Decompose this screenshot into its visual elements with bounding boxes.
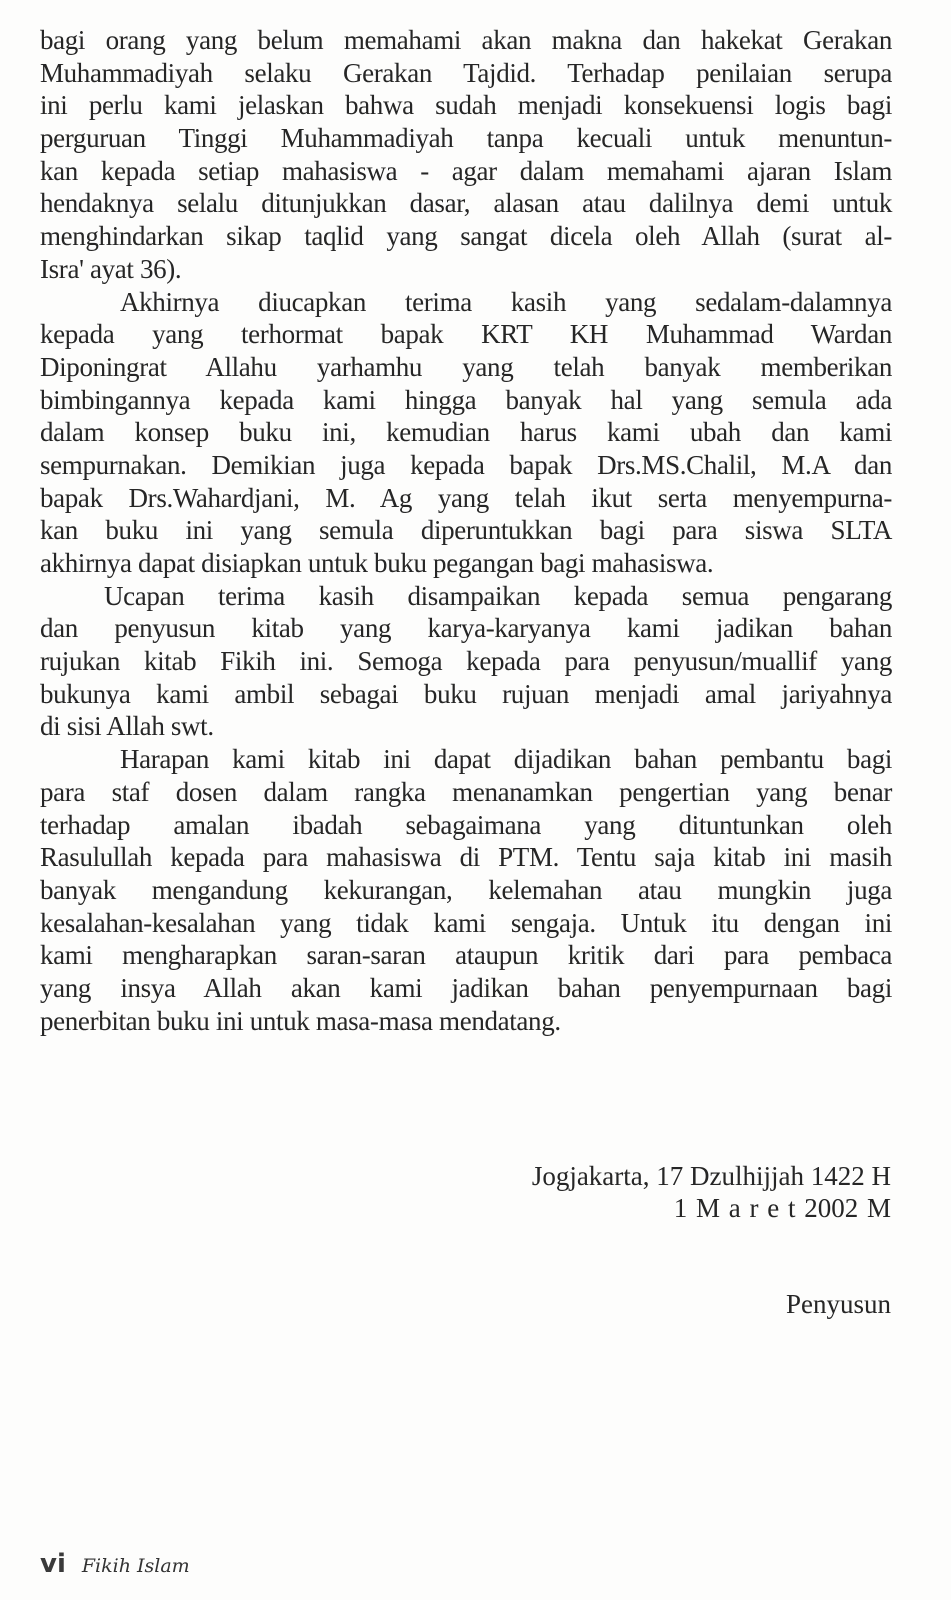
text-line: Isra' ayat 36). [40, 253, 182, 284]
page-number: vi [40, 1549, 66, 1579]
paragraph-2 [40, 286, 892, 580]
text-line: bagi orang yang belum memahami akan makna dan hakekat Gerakan [40, 25, 892, 55]
text-line: Akhirnya diucapkan terima kasih yang sedalam-dalamnya [120, 286, 892, 317]
paragraph-1 [40, 24, 892, 286]
text-line: Harapan kami kitab ini dapat dijadikan bahan pembantu bagi [120, 744, 892, 775]
signature-block [532, 1160, 891, 1320]
text-line: hendaknya selalu ditunjukkan dasar, alasan atau dalilnya demi untuk [40, 188, 892, 219]
text-line: di sisi Allah swt. [40, 711, 214, 742]
signature-place-date-hijri: Jogjakarta, 17 Dzulhijjah 1422 H [531, 1161, 891, 1191]
text-line: ini perlu kami jelaskan bahwa sudah menjadi konsekuensi logis bagi [40, 90, 892, 121]
text-line: Muhammadiyah selaku Gerakan Tajdid. Terhadap penilaian serupa [40, 57, 892, 88]
text-line: rujukan kitab Fikih ini. Semoga kepada para penyusun/muallif yang [40, 646, 892, 677]
text-line: bapak Drs.Wahardjani, M. Ag yang telah ikut serta menyempurna- [40, 482, 892, 513]
text-line: terhadap amalan ibadah sebagaimana yang dituntunkan oleh [40, 809, 892, 840]
text-line: kami mengharapkan saran-saran ataupun kritik dari para pembaca [40, 940, 892, 971]
text-line: akhirnya dapat disiapkan untuk buku pegangan bagi mahasiswa. [40, 548, 714, 578]
text-line: sempurnakan. Demikian juga kepada bapak Drs.MS.Chalil, M.A dan [40, 449, 892, 480]
signature-author: Penyusun [785, 1289, 891, 1319]
body-text [40, 24, 892, 1037]
running-title: Fikih Islam [81, 1555, 190, 1577]
text-line: Ucapan terima kasih disampaikan kepada semua pengarang [104, 580, 892, 611]
text-line: dan penyusun kitab yang karya-karyanya kami jadikan bahan [40, 613, 892, 644]
text-line: penerbitan buku ini untuk masa-masa mendatang. [40, 1005, 561, 1036]
text-line: Diponingrat Allahu yarhamhu yang telah banyak memberikan [40, 351, 892, 382]
text-line: Rasulullah kepada para mahasiswa di PTM. Tentu saja kitab ini masih [40, 842, 892, 873]
text-line: banyak mengandung kekurangan, kelemahan atau mungkin juga [40, 874, 892, 905]
text-line: kepada yang terhormat bapak KRT KH Muhammad Wardan [40, 319, 892, 350]
paragraph-4 [40, 743, 892, 1037]
text-line: bukunya kami ambil sebagai buku rujuan menjadi amal jariyahnya [40, 678, 892, 709]
text-line: kesalahan-kesalahan yang tidak kami sengaja. Untuk itu dengan ini [40, 907, 892, 938]
text-line: dalam konsep buku ini, kemudian harus kami ubah dan kami [40, 417, 892, 448]
paragraph-3 [40, 580, 892, 743]
text-line: bimbingannya kepada kami hingga banyak hal yang semula ada [40, 384, 892, 415]
text-line: perguruan Tinggi Muhammadiyah tanpa kecuali untuk menuntun- [40, 123, 892, 154]
text-line: para staf dosen dalam rangka menanamkan pengertian yang benar [40, 776, 892, 807]
signature-date-gregorian: 1 M a r e t 2002 M [673, 1193, 891, 1223]
text-line: kan kepada setiap mahasiswa - agar dalam memahami ajaran Islam [40, 155, 892, 186]
text-line: menghindarkan sikap taqlid yang sangat dicela oleh Allah (surat al- [40, 221, 892, 252]
text-line: yang insya Allah akan kami jadikan bahan penyempurnaan bagi [40, 972, 892, 1003]
page-footer [40, 1549, 190, 1579]
text-line: kan buku ini yang semula diperuntukkan bagi para siswa SLTA [40, 515, 892, 546]
signature-spacer [532, 1224, 891, 1288]
